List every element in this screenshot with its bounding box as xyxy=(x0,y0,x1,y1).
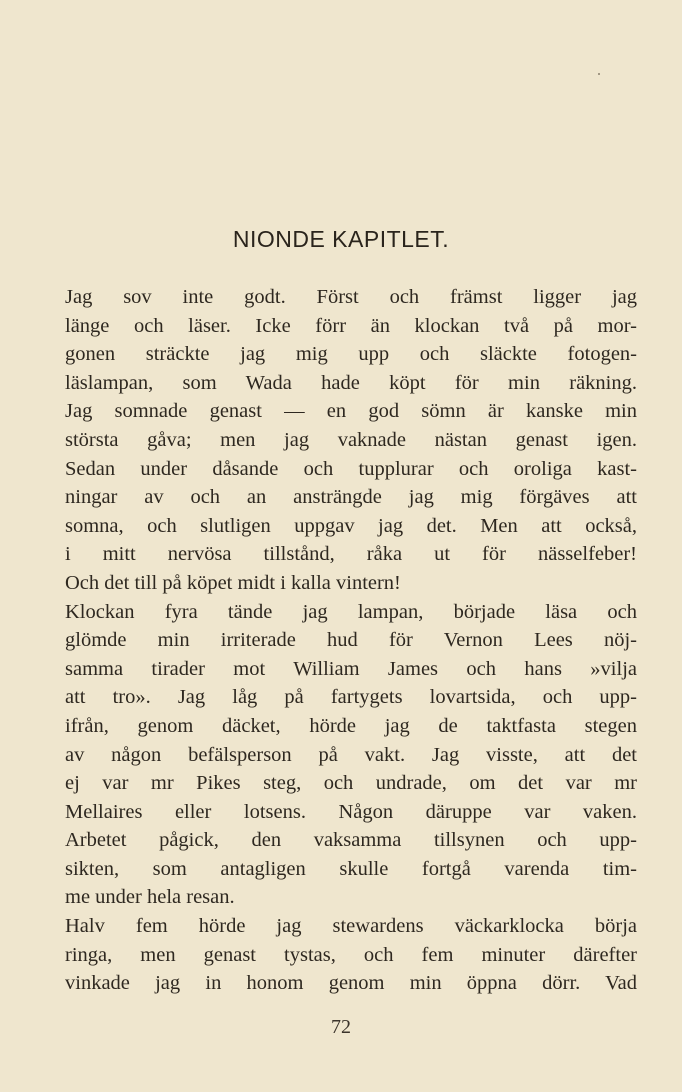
text-line: samma tirader mot William James och hans »vilja xyxy=(65,657,637,680)
page-number: 72 xyxy=(331,1016,351,1038)
text-line: att tro». Jag låg på fartygets lovartsida, och upp- xyxy=(65,686,637,709)
text-line: ringa, men genast tystas, och fem minuter därefter xyxy=(65,943,637,966)
text-line: Klockan fyra tände jag lampan, började läsa och xyxy=(65,600,637,623)
text-line: me under hela resan. xyxy=(65,886,235,909)
text-line: Jag somnade genast — en god sömn är kanske min xyxy=(65,400,637,423)
paper-speck xyxy=(598,73,600,75)
text-line: Arbetet pågick, den vaksamma tillsynen och upp- xyxy=(65,829,637,852)
text-line: ningar av och an ansträngde jag mig förgäves att xyxy=(65,486,637,509)
text-line: somna, och slutligen uppgav jag det. Men att också, xyxy=(65,514,637,537)
text-line: Sedan under dåsande och tupplurar och oroliga kast- xyxy=(65,457,637,480)
text-line: i mitt nervösa tillstånd, råka ut för nässelfeber! xyxy=(65,543,637,566)
text-line: största gåva; men jag vaknade nästan genast igen. xyxy=(65,428,637,451)
text-line: ifrån, genom däcket, hörde jag de taktfasta stegen xyxy=(65,714,637,737)
text-line: Halv fem hörde jag stewardens väckarklocka börja xyxy=(65,915,637,938)
body-text xyxy=(65,283,637,998)
chapter-title: NIONDE KAPITLET. xyxy=(232,226,450,252)
text-line: glömde min irriterade hud för Vernon Lees nöj- xyxy=(65,629,637,652)
text-line: Mellaires eller lotsens. Någon däruppe var vaken. xyxy=(65,800,637,823)
text-line: Och det till på köpet midt i kalla vintern! xyxy=(65,571,401,594)
text-line: sikten, som antagligen skulle fortgå varenda tim- xyxy=(65,857,637,880)
text-line: av någon befälsperson på vakt. Jag visste, att det xyxy=(65,743,637,766)
text-line: läslampan, som Wada hade köpt för min räkning. xyxy=(65,371,637,394)
text-line: ej var mr Pikes steg, och undrade, om det var mr xyxy=(65,772,637,795)
text-line: länge och läser. Icke förr än klockan två på mor- xyxy=(65,314,637,337)
text-line: gonen sträckte jag mig upp och släckte fotogen- xyxy=(65,343,637,366)
text-line: Jag sov inte godt. Först och främst ligger jag xyxy=(65,286,637,308)
text-line: vinkade jag in honom genom min öppna dörr. Vad xyxy=(65,972,637,995)
